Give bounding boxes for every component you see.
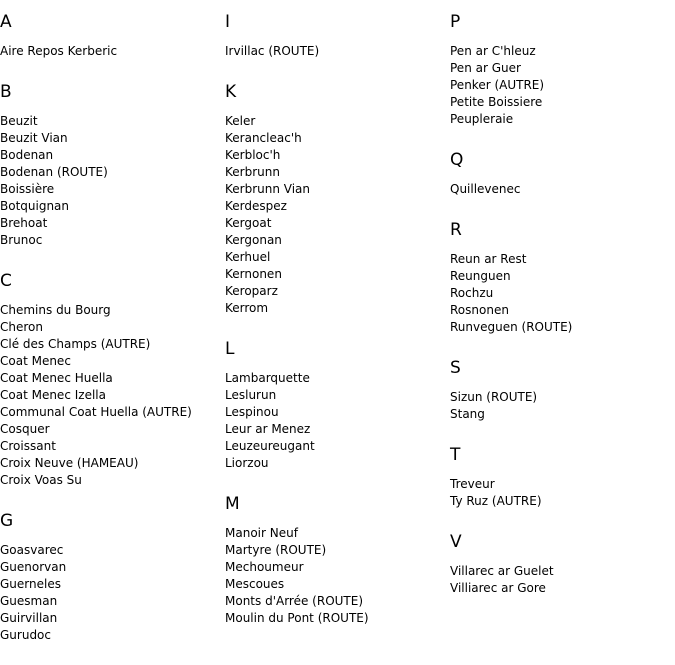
place-item[interactable]: Runveguen (ROUTE) bbox=[450, 320, 573, 334]
index-column-2 bbox=[225, 0, 449, 627]
place-item[interactable]: Villarec ar Guelet bbox=[450, 564, 554, 578]
letter-heading: C bbox=[0, 271, 12, 291]
place-item[interactable]: Leslurun bbox=[225, 388, 277, 402]
place-item[interactable]: Leur ar Menez bbox=[225, 422, 311, 436]
place-item[interactable]: Kergoat bbox=[225, 216, 272, 230]
letter-heading: Q bbox=[450, 150, 464, 170]
place-item[interactable]: Kerbrunn bbox=[225, 165, 280, 179]
place-item[interactable]: Martyre (ROUTE) bbox=[225, 543, 327, 557]
place-list bbox=[450, 181, 674, 198]
place-item[interactable]: Rosnonen bbox=[450, 303, 509, 317]
place-item[interactable]: Clé des Champs (AUTRE) bbox=[0, 337, 151, 351]
place-item[interactable]: Monts d'Arrée (ROUTE) bbox=[225, 594, 364, 608]
letter-group bbox=[0, 271, 224, 489]
place-item[interactable]: Bodenan bbox=[0, 148, 54, 162]
letter-group bbox=[0, 511, 224, 644]
place-item[interactable]: Quillevenec bbox=[450, 182, 521, 196]
place-item[interactable]: Reunguen bbox=[450, 269, 511, 283]
letter-group bbox=[450, 12, 674, 128]
place-item[interactable]: Botquignan bbox=[0, 199, 70, 213]
place-item[interactable]: Croix Voas Su bbox=[0, 473, 82, 487]
index-column-3 bbox=[450, 0, 674, 597]
place-item[interactable]: Gurudoc bbox=[0, 628, 51, 642]
letter-group bbox=[450, 445, 674, 510]
place-item[interactable]: Kerbloc'h bbox=[225, 148, 281, 162]
place-item[interactable]: Guesman bbox=[0, 594, 58, 608]
place-item[interactable]: Croix Neuve (HAMEAU) bbox=[0, 456, 139, 470]
letter-heading: M bbox=[225, 494, 240, 514]
place-item[interactable]: Aire Repos Kerberic bbox=[0, 44, 118, 58]
letter-heading: P bbox=[450, 12, 461, 32]
place-item[interactable]: Guenorvan bbox=[0, 560, 67, 574]
place-item[interactable]: Mechoumeur bbox=[225, 560, 304, 574]
place-item[interactable]: Pen ar C'hleuz bbox=[450, 44, 536, 58]
place-item[interactable]: Chemins du Bourg bbox=[0, 303, 111, 317]
place-item[interactable]: Kerrom bbox=[225, 301, 269, 315]
letter-group bbox=[450, 150, 674, 198]
place-item[interactable]: Moulin du Pont (ROUTE) bbox=[225, 611, 369, 625]
place-list bbox=[225, 525, 449, 627]
place-item[interactable]: Peupleraie bbox=[450, 112, 514, 126]
place-item[interactable]: Kerbrunn Vian bbox=[225, 182, 311, 196]
letter-heading: G bbox=[0, 511, 14, 531]
place-item[interactable]: Kerdespez bbox=[225, 199, 287, 213]
place-list bbox=[0, 113, 224, 249]
place-item[interactable]: Keler bbox=[225, 114, 256, 128]
place-item[interactable]: Bodenan (ROUTE) bbox=[0, 165, 108, 179]
place-item[interactable]: Kerancleac'h bbox=[225, 131, 302, 145]
letter-group bbox=[450, 532, 674, 597]
place-item[interactable]: Treveur bbox=[450, 477, 495, 491]
place-item[interactable]: Reun ar Rest bbox=[450, 252, 527, 266]
place-item[interactable]: Brunoc bbox=[0, 233, 43, 247]
letter-heading: L bbox=[225, 339, 235, 359]
place-item[interactable]: Sizun (ROUTE) bbox=[450, 390, 538, 404]
place-item[interactable]: Cheron bbox=[0, 320, 43, 334]
place-item[interactable]: Keroparz bbox=[225, 284, 278, 298]
place-item[interactable]: Guirvillan bbox=[0, 611, 58, 625]
place-list bbox=[450, 563, 674, 597]
place-item[interactable]: Villiarec ar Gore bbox=[450, 581, 546, 595]
index-column-1 bbox=[0, 0, 224, 644]
place-item[interactable]: Croissant bbox=[0, 439, 56, 453]
place-item[interactable]: Lespinou bbox=[225, 405, 279, 419]
letter-heading: R bbox=[450, 220, 462, 240]
place-list bbox=[0, 43, 224, 60]
place-list bbox=[0, 302, 224, 489]
place-item[interactable]: Beuzit bbox=[0, 114, 38, 128]
letter-heading: T bbox=[450, 445, 461, 465]
place-item[interactable]: Leuzeureugant bbox=[225, 439, 315, 453]
place-item[interactable]: Lambarquette bbox=[225, 371, 310, 385]
place-list bbox=[450, 43, 674, 128]
letter-group bbox=[225, 494, 449, 627]
letter-heading: B bbox=[0, 82, 12, 102]
letter-group bbox=[225, 82, 449, 317]
place-item[interactable]: Mescoues bbox=[225, 577, 285, 591]
letter-group bbox=[0, 82, 224, 249]
letter-heading: S bbox=[450, 358, 461, 378]
place-item[interactable]: Kernonen bbox=[225, 267, 282, 281]
place-item[interactable]: Ty Ruz (AUTRE) bbox=[450, 494, 542, 508]
place-item[interactable]: Brehoat bbox=[0, 216, 48, 230]
place-list bbox=[450, 476, 674, 510]
place-item[interactable]: Irvillac (ROUTE) bbox=[225, 44, 320, 58]
place-item[interactable]: Coat Menec Izella bbox=[0, 388, 106, 402]
place-item[interactable]: Guerneles bbox=[0, 577, 61, 591]
place-item[interactable]: Stang bbox=[450, 407, 485, 421]
letter-group bbox=[0, 12, 224, 60]
place-item[interactable]: Pen ar Guer bbox=[450, 61, 521, 75]
place-list bbox=[225, 43, 449, 60]
place-item[interactable]: Manoir Neuf bbox=[225, 526, 298, 540]
letter-group bbox=[450, 220, 674, 336]
place-item[interactable]: Beuzit Vian bbox=[0, 131, 68, 145]
place-list bbox=[225, 370, 449, 472]
place-item[interactable]: Coat Menec bbox=[0, 354, 71, 368]
letter-group bbox=[225, 339, 449, 472]
letter-group bbox=[225, 12, 449, 60]
letter-heading: V bbox=[450, 532, 462, 552]
place-list bbox=[225, 113, 449, 317]
place-item[interactable]: Petite Boissiere bbox=[450, 95, 543, 109]
letter-heading: I bbox=[225, 12, 231, 32]
letter-heading: A bbox=[0, 12, 12, 32]
place-item[interactable]: Kerhuel bbox=[225, 250, 271, 264]
place-item[interactable]: Goasvarec bbox=[0, 543, 64, 557]
place-list bbox=[450, 251, 674, 336]
letter-group bbox=[450, 358, 674, 423]
place-item[interactable]: Communal Coat Huella (AUTRE) bbox=[0, 405, 192, 419]
place-item[interactable]: Liorzou bbox=[225, 456, 269, 470]
place-list bbox=[0, 542, 224, 644]
place-item[interactable]: Penker (AUTRE) bbox=[450, 78, 545, 92]
place-list bbox=[450, 389, 674, 423]
place-item[interactable]: Rochzu bbox=[450, 286, 494, 300]
letter-heading: K bbox=[225, 82, 237, 102]
place-item[interactable]: Kergonan bbox=[225, 233, 282, 247]
place-item[interactable]: Cosquer bbox=[0, 422, 50, 436]
place-item[interactable]: Coat Menec Huella bbox=[0, 371, 113, 385]
place-item[interactable]: Boissière bbox=[0, 182, 55, 196]
